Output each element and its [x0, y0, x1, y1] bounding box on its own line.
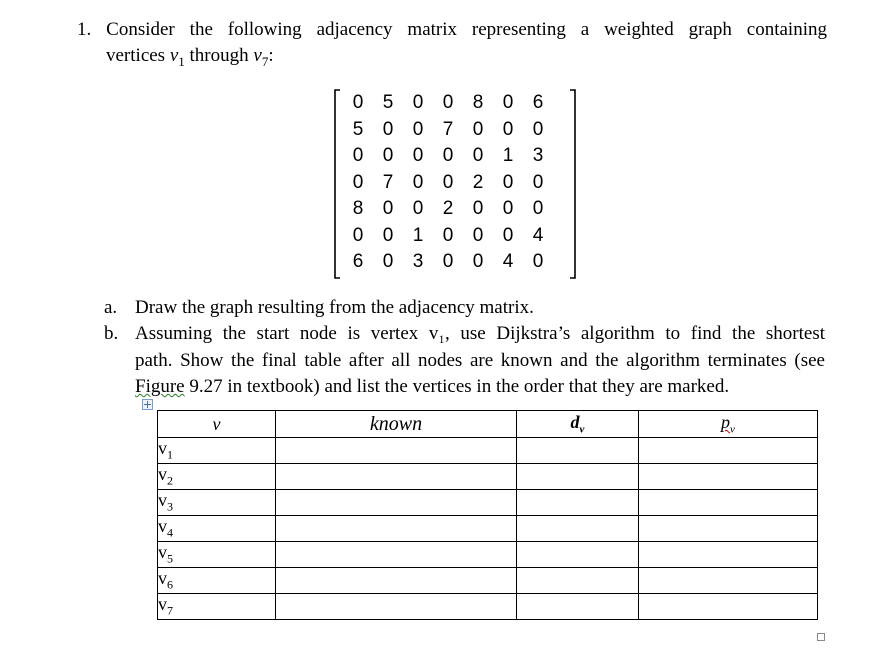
matrix-cell: 1 [412, 224, 424, 246]
known-cell[interactable] [276, 542, 517, 568]
matrix-cell: 6 [352, 251, 364, 272]
dv-cell[interactable] [517, 464, 639, 490]
adjacency-matrix [330, 87, 580, 281]
vertex-v1-subscript: 1 [178, 53, 185, 69]
known-cell[interactable] [276, 516, 517, 542]
matrix-cell: 0 [502, 118, 514, 140]
header-known: known [276, 411, 517, 438]
matrix-cell: 0 [382, 198, 394, 219]
matrix-cell: 0 [412, 118, 424, 140]
matrix-cell: 0 [502, 224, 514, 246]
pv-cell[interactable] [639, 516, 818, 542]
dv-cell[interactable] [517, 594, 639, 620]
table-move-handle-icon[interactable] [142, 399, 153, 410]
matrix-cell: 0 [412, 198, 424, 219]
table-row [158, 594, 818, 620]
matrix-cell: 0 [352, 92, 364, 113]
part-a-marker: a. [104, 297, 118, 318]
figure-word: Figure [135, 376, 185, 397]
pv-cell[interactable] [639, 542, 818, 568]
question-line-1 [77, 19, 827, 41]
matrix-cell: 0 [532, 171, 544, 193]
header-dv: $d_v$ [517, 411, 639, 438]
matrix-cell: 2 [472, 171, 484, 193]
known-cell[interactable] [276, 464, 517, 490]
pv-cell[interactable] [639, 490, 818, 516]
matrix-cell: 3 [412, 251, 424, 272]
matrix-cell: 0 [352, 171, 364, 193]
matrix-cell: 2 [442, 198, 454, 219]
right-bracket [570, 90, 575, 278]
question-number: 1. [77, 19, 92, 40]
pv-cell[interactable] [639, 568, 818, 594]
question-line-1-text: Consider the following adjacency matrix representing a weighted graph containing [106, 19, 827, 40]
matrix-cell: 4 [502, 251, 514, 272]
matrix-cell: 0 [472, 251, 484, 272]
vertex-cell: $v_3$ [158, 490, 276, 516]
part-b-line-1: Assuming the start node is vertex v₁, use Dijkstra’s algorithm to find the shortest [135, 323, 825, 344]
question-line-2-suffix: : [268, 45, 274, 66]
vertex-v7-subscript: 7 [261, 53, 269, 69]
vertex-cell: $v_4$ [158, 516, 276, 542]
table-row [158, 568, 818, 594]
matrix-cell: 0 [472, 145, 484, 166]
part-a-text: Draw the graph resulting from the adjacency matrix. [135, 297, 534, 318]
question-line-2-mid: through [184, 45, 254, 66]
matrix-cell: 0 [532, 251, 544, 272]
vertex-v7-symbol: v [253, 45, 262, 66]
table-row [158, 438, 818, 464]
matrix-cell: 0 [532, 198, 544, 219]
matrix-cell: 0 [472, 224, 484, 246]
part-b-line-3 [135, 376, 729, 398]
matrix-cell: 0 [442, 92, 454, 113]
vertex-cell: $v_7$ [158, 594, 276, 620]
matrix-cell: 0 [382, 251, 394, 272]
matrix-cell: 0 [352, 145, 364, 166]
table-row [158, 542, 818, 568]
pv-cell[interactable] [639, 438, 818, 464]
matrix-cell: 0 [502, 198, 514, 219]
left-bracket [335, 90, 340, 278]
matrix-cell: 0 [502, 92, 514, 113]
matrix-cell: 0 [442, 145, 454, 166]
known-cell[interactable] [276, 438, 517, 464]
matrix-cell: 8 [352, 198, 364, 219]
matrix-cell: 0 [412, 171, 424, 193]
known-cell[interactable] [276, 568, 517, 594]
pv-cell[interactable] [639, 464, 818, 490]
table-header-row [158, 411, 818, 438]
matrix-cell: 0 [442, 171, 454, 193]
matrix-cell: 8 [472, 92, 484, 113]
question-line-2-prefix: vertices [106, 45, 170, 66]
matrix-cell: 0 [352, 224, 364, 246]
matrix-cell: 0 [532, 118, 544, 140]
matrix-cell: 0 [442, 251, 454, 272]
table-row [158, 516, 818, 542]
matrix-cell: 6 [532, 92, 544, 113]
question-line-2 [106, 45, 274, 70]
pv-cell[interactable] [639, 594, 818, 620]
header-pv: $p_v$ [639, 411, 818, 438]
matrix-cell: 7 [382, 171, 394, 193]
vertex-cell: $v_2$ [158, 464, 276, 490]
header-v: v [158, 411, 276, 438]
matrix-cell: 0 [412, 92, 424, 113]
matrix-cell: 1 [502, 145, 514, 166]
matrix-cell: 0 [472, 198, 484, 219]
dv-cell[interactable] [517, 490, 639, 516]
known-cell[interactable] [276, 594, 517, 620]
table-resize-handle[interactable] [817, 633, 825, 641]
matrix-cell: 0 [442, 224, 454, 246]
dv-cell[interactable] [517, 438, 639, 464]
vertex-cell: $v_6$ [158, 568, 276, 594]
matrix-cell: 3 [532, 145, 544, 166]
matrix-cell: 5 [382, 92, 394, 113]
matrix-cell: 5 [352, 118, 364, 140]
matrix-cell: 4 [532, 224, 544, 246]
part-b-line-2: path. Show the final table after all nodes are known and the algorithm terminates (see [135, 350, 825, 371]
part-b-line-3-rest: 9.27 in textbook) and list the vertices in the order that they are marked. [184, 376, 730, 397]
vertex-cell: $v_1$ [158, 438, 276, 464]
table-row [158, 464, 818, 490]
dijkstra-table [157, 410, 818, 620]
matrix-cell: 0 [502, 171, 514, 193]
dv-cell[interactable] [517, 542, 639, 568]
vertex-cell: $v_5$ [158, 542, 276, 568]
matrix-cell: 0 [382, 145, 394, 166]
matrix-cell: 0 [382, 118, 394, 140]
part-b-marker: b. [104, 323, 119, 344]
matrix-cell: 0 [412, 145, 424, 166]
matrix-cell: 0 [382, 224, 394, 246]
matrix-cell: 0 [472, 118, 484, 140]
known-cell[interactable] [276, 490, 517, 516]
matrix-cell: 7 [442, 118, 454, 140]
dv-cell[interactable] [517, 568, 639, 594]
vertex-v1-symbol: v [169, 45, 179, 66]
dv-cell[interactable] [517, 516, 639, 542]
table-row [158, 490, 818, 516]
